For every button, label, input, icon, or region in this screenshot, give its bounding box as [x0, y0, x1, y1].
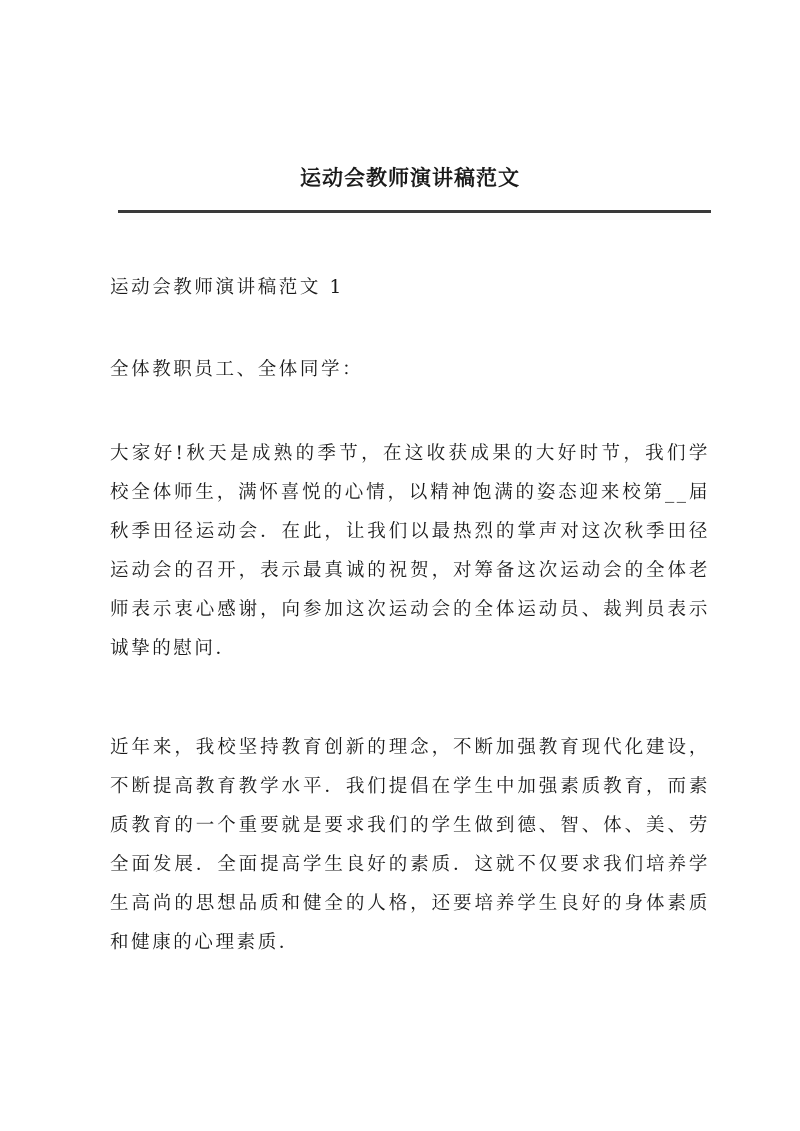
salutation: 全体教职员工、全体同学：: [110, 359, 364, 380]
document-title: 运动会教师演讲稿范文: [300, 165, 520, 190]
paragraph-1: 大家好!秋天是成熟的季节，在这收获成果的大好时节，我们学校全体师生，满怀喜悦的心情，以精神饱满的姿态迎来校第__届秋季田径运动会．在此，让我们以最热烈的掌声对这次秋季田径运动会的召开，表示最真诚的祝贺，对筹备这次运动会的全体老师表示衷心感谢，向参加这次运动会的全体运动员、裁判员表示诚挚的慰问．: [110, 443, 710, 659]
paragraph-2: 近年来，我校坚持教育创新的理念，不断加强教育现代化建设，不断提高教育教学水平．我们提倡在学生中加强素质教育，而素质教育的一个重要就是要求我们的学生做到德、智、体、美、劳全面发展．全面提高学生良好的素质．这就不仅要求我们培养学生高尚的思想品质和健全的人格，还要培养学生良好的身体素质和健康的心理素质．: [110, 737, 710, 953]
title-divider: [118, 210, 711, 213]
section-heading: 运动会教师演讲稿范文 1: [110, 277, 344, 298]
